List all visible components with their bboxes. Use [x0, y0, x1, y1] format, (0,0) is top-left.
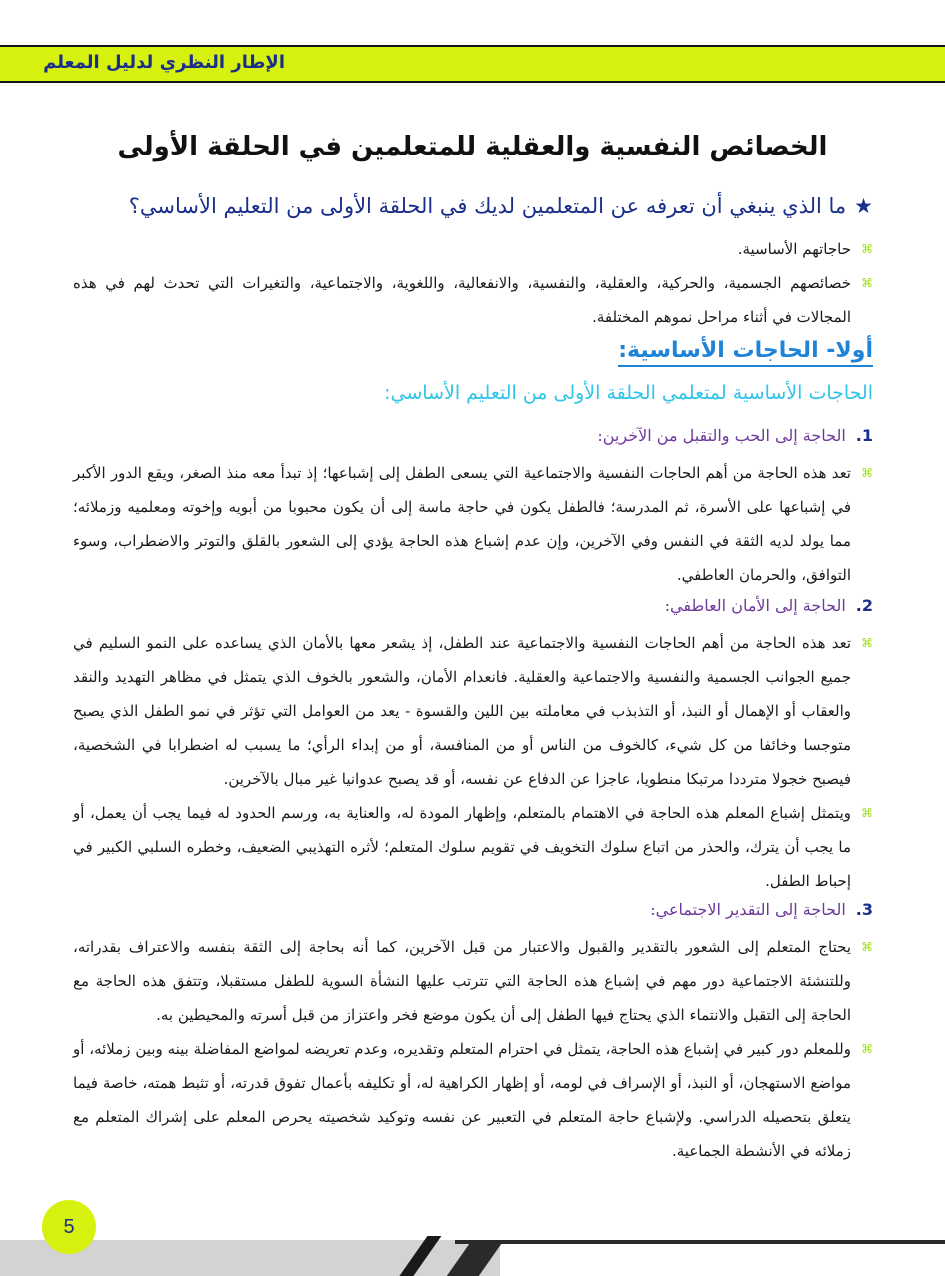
need-2-bullets: [73, 626, 873, 898]
page-title: الخصائص النفسية والعقلية للمتعلمين في الحلقة الأولى: [117, 132, 828, 162]
footer-dark-line: [455, 1240, 945, 1244]
bullet-icon: ⌘: [861, 806, 873, 820]
bullet-text: ويتمثل إشباع المعلم هذه الحاجة في الاهتمام بالمتعلم، وإظهار المودة له، والعناية به، ورسم الحدود له فيما يجب أن يعمل، أو ما يجب أن يترك، والحذر من اتباع سلوك التخويف في تقويم سلوك المتعلم؛ لأثره التهذيبي الضعيف، وخطره السلبي الكبير في إحباط الطفل.: [73, 804, 851, 890]
need-heading-1: [597, 426, 873, 445]
section-heading: أولا- الحاجات الأساسية:: [618, 338, 873, 367]
need-3-bullets: [73, 930, 873, 1168]
list-item: [73, 266, 873, 334]
bullet-icon: ⌘: [861, 1042, 873, 1056]
list-item: [73, 1032, 873, 1168]
bullet-text: حاجاتهم الأساسية.: [737, 240, 851, 258]
need-heading-3: [650, 900, 873, 919]
bullet-icon: ⌘: [861, 940, 873, 954]
list-item: [73, 930, 873, 1032]
page-number: 5: [42, 1200, 96, 1254]
need-title: الحاجة إلى الحب والتقبل من الآخرين:: [597, 426, 846, 445]
need-number: 2.: [855, 596, 873, 615]
need-heading-2: [665, 596, 873, 615]
intro-bullets: [73, 232, 873, 334]
bullet-text: خصائصهم الجسمية، والحركية، والعقلية، والنفسية، والانفعالية، واللغوية، والاجتماعية، والتغيرات التي تحدث لهم في هذه المجالات في أثناء مراحل نموهم المختلفة.: [73, 274, 851, 326]
bullet-text: يحتاج المتعلم إلى الشعور بالتقدير والقبول والاعتبار من قبل الآخرين، كما أنه بحاجة إلى الثقة بنفسه والاعتراف بقدراته، وللتنشئة الاجتماعية دور مهم في إشباع هذه الحاجة التي تترتب عليها النشأة السوية للطفل مستقبلا، وتتفق هذه الحاجة مع الحاجة إلى التقبل والانتماء الذي يحتاج فيها الطفل إلى أن يكون موضع فخر واعتزاز من قبل أسرته والمحيطين به.: [73, 938, 851, 1024]
guiding-question: [129, 194, 873, 218]
bullet-text: وللمعلم دور كبير في إشباع هذه الحاجة، يتمثل في احترام المتعلم وتقديره، وعدم تعريضه لمواضع المفاضلة بينه وبين زملائه، أو مواضع الاستهجان، أو النبذ، أو الإسراف في لومه، أو إظهار الكراهية له، أو تكليفه بأعمال تفوق قدرته، أو تثبط همته، خاصة فيما يتعلق بتحصيله الدراسي. ولإشباع حاجة المتعلم في التعبير عن نفسه وتوكيد شخصيته يحرص المعلم على إشراك المتعلم مع زملائه في الأنشطة الجماعية.: [73, 1040, 851, 1160]
bullet-text: تعد هذه الحاجة من أهم الحاجات النفسية والاجتماعية عند الطفل، إذ يشعر معها بالأمان الذي يساعده على النمو السليم في جميع الجوانب الجسمية والنفسية والاجتماعية والعقلية. فانعدام الأمان، والشعور بالخوف الذي يتمثل في مظاهر التهديد والنقد والعقاب أو الإهمال أو النبذ، أو التذبذب في معاملته بين اللين والقسوة - يعد من العوامل التي تؤثر في نمو الطفل الذي يصبح متوجسا وخائفا من كل شيء، كالخوف من الناس أو من المنافسة، أو من إبداء الرأي؛ ما يسبب له اضطرابا في الشخصية، فيصبح خجولا مترددا مرتبكا منطويا، عاجزا عن الدفاع عن نفسه، أو قد يصبح عدوانيا غير مبال بالآخرين.: [73, 634, 851, 788]
bullet-icon: ⌘: [861, 466, 873, 480]
list-item: [73, 456, 873, 592]
need-number: 3.: [855, 900, 873, 919]
need-title: الحاجة إلى التقدير الاجتماعي:: [650, 900, 846, 919]
need-number: 1.: [855, 426, 873, 445]
header-title: الإطار النظري لدليل المعلم: [43, 52, 285, 73]
bullet-icon: ⌘: [861, 276, 873, 290]
need-1-bullets: [73, 456, 873, 592]
footer-white-area: [500, 1240, 945, 1276]
bullet-icon: ⌘: [861, 242, 873, 256]
bullet-icon: ⌘: [861, 636, 873, 650]
question-text: ما الذي ينبغي أن تعرفه عن المتعلمين لديك في الحلقة الأولى من التعليم الأساسي؟: [128, 194, 847, 218]
section-subheading: الحاجات الأساسية لمتعلمي الحلقة الأولى من التعليم الأساسي:: [384, 382, 873, 404]
list-item: [73, 626, 873, 796]
need-title: الحاجة إلى الأمان العاطفي:: [664, 596, 846, 615]
star-icon: ★: [854, 194, 873, 218]
list-item: [73, 232, 873, 266]
list-item: [73, 796, 873, 898]
bullet-text: تعد هذه الحاجة من أهم الحاجات النفسية والاجتماعية التي يسعى الطفل إلى إشباعها؛ إذ تبدأ معه منذ الصغر، ويقع الدور الأكبر في إشباعها على الأسرة، ثم المدرسة؛ فالطفل يكون في حاجة ماسة إلى أن يكون محبوبا من أبويه وإخوته ومعلميه وزملائه؛ مما يولد لديه الثقة في النفس وفي الآخرين، وإن عدم إشباع هذه الحاجة يؤدي إلى الشعور بالقلق والتوتر والاضطراب، وسوء التوافق، والحرمان العاطفي.: [73, 464, 851, 584]
